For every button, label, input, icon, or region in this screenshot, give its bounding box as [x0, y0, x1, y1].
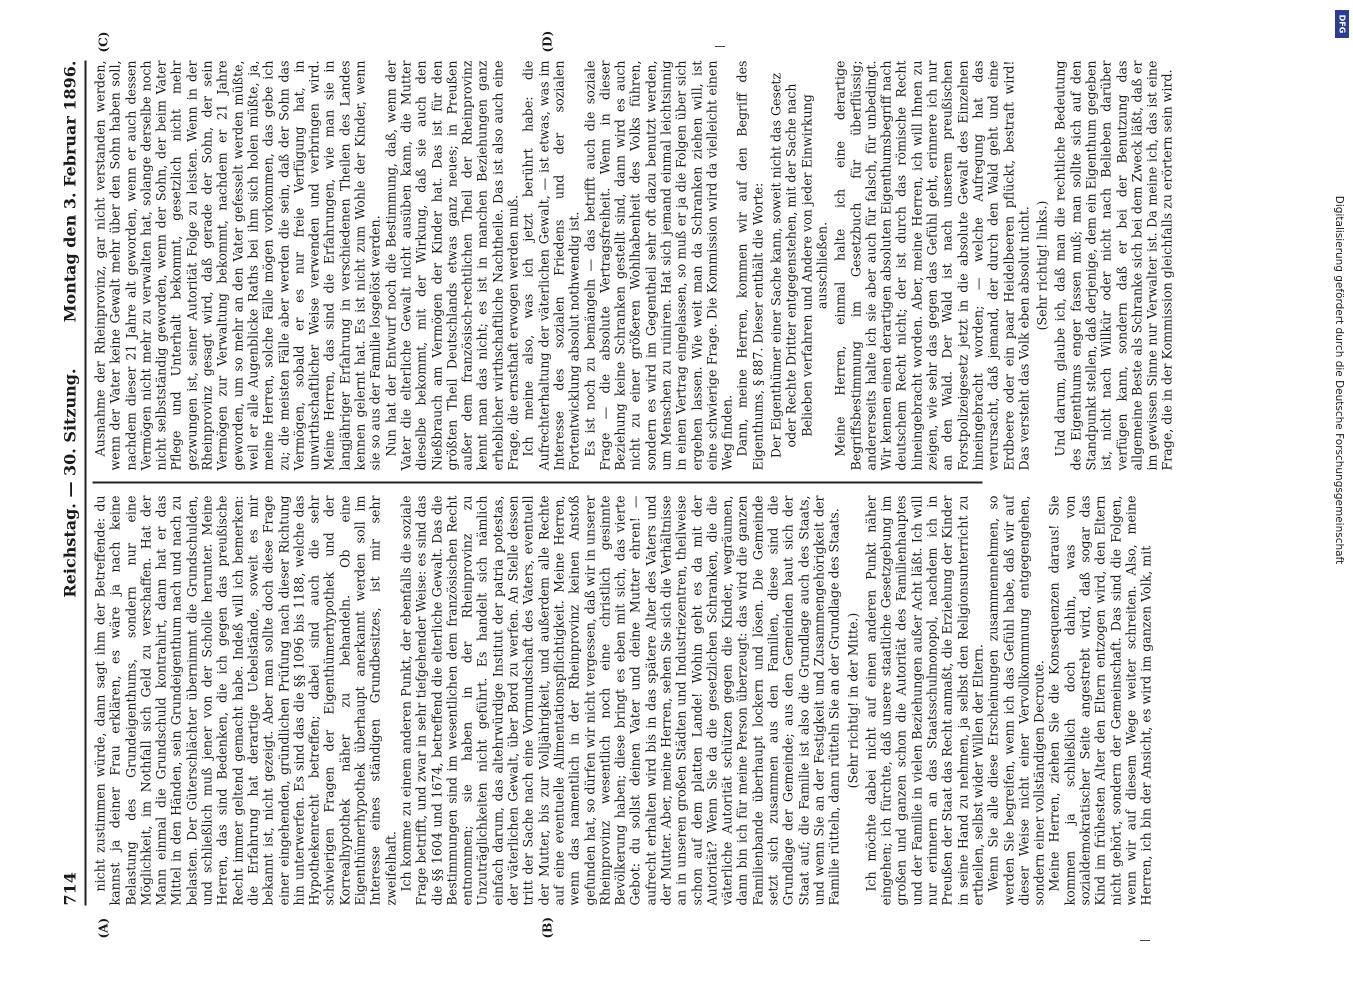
- margin-marker-a: (A): [96, 917, 110, 938]
- right-text-column: [92, 60, 1175, 470]
- paragraph: Meine Herren, einmal halte ich eine derartige Begriffsbestimmung im Gesetzbuch für überflüssig; andererseits halte ich sie aber auch für falsch, für unbedingt. Wir kennen einen derartigen absoluten Eigenthumsbegriff nach deutschem Recht nicht; der ist durch das römische Recht hineingebracht worden. Aber, meine Herren, ich will Ihnen zu zeigen, wie sehr das gegen das Gefühl geht, erinnere ich nur an den Wald. Der Wald ist nach unserem preußischen Forstpolizeigesetz jetzt in die absolute Gewalt des Einzelnen hineingebracht worden; — welche Aufregung hat das verursacht, daß jemand, der durch den Wald geht und eine Erdbeere oder ein paar Heidelbeeren pflückt, bestraft wird! Das versteht das Volk eben absolut nicht.: [832, 60, 1031, 470]
- dfg-logo-text: DFG: [1337, 14, 1347, 34]
- paragraph: Es ist noch zu bemängeln — das betrifft auch die soziale Frage — die absolute Vertragsfreiheit. Wenn in dieser Beziehung keine Schranken gestellt sind, dann wird es auch nicht zu einer größeren Wohlhabenheit des Volks führen, sondern es wird im Gegentheil sehr oft dazu benutzt werden, um Menschen zu ruiniren. Hat sich jemand einmal leichtsinnig in einen Vertrag eingelassen, so muß er ja die Folgen über sich ergehen lassen. Wie weit man da Schranken ziehen will, ist eine schwierige Frage. Die Kommission wird da vielleicht einen Weg finden.: [581, 60, 735, 470]
- paragraph: Nun hat der Entwurf noch die Bestimmung, daß, wenn der Vater die elterliche Gewalt nicht ausüben kann, die Mutter dieselbe bekommt, mit der Wirkung, daß sie auch den Nießbrauch am Vermögen der Kinder hat. Das ist für den größten Theil Deutschlands etwas ganz neues; in Preußen außer dem französisch-rechtlichen Theil der Rheinprovinz kennt man das nicht; es ist in manchen Beziehungen ganz erheblicher wirthschaftliche Nachtheile. Das ist also auch eine Frage, die ernsthaft erwogen werden muß.: [382, 60, 521, 470]
- left-text-column: [92, 495, 1154, 905]
- scan-mark: [715, 46, 725, 47]
- session-date: Montag den 3. Februar 1896.: [60, 60, 79, 322]
- paragraph: Ich möchte dabei nicht auf einen anderen Punkt näher eingehen; ich fürchte, daß unsere staatliche Gesetzgebung im großen und ganzen schon die Autorität des Familienhauptes und der Familie in vielen Beziehungen außer Acht läßt. Ich will nur erinnern an das Staatsschulmonopol, nachdem ich in Preußen der Staat das Recht anmaßt, die Erziehung der Kinder in seine Hand zu nehmen, ja selbst den Religionsunterricht zu ertheilen, selbst wider Willen der Eltern.: [862, 495, 985, 905]
- digitization-text: Digitalisierung gefördert durch die Deutsche Forschungsgemeinschaft: [1333, 195, 1345, 565]
- page-number: 714: [60, 871, 79, 905]
- column-divider: [92, 481, 982, 483]
- paragraph: Und darum, glaube ich, daß man die rechtliche Bedeutung des Eigenthums enger fassen muß; man sollte sich auf den Standpunkt stellen, daß derjenige, dem ein Eigenthum gegeben ist, nicht nach Willkür oder nicht nach Belieben darüber verfügen kann, sondern daß er bei der Benutzung das allgemeine Beste als Schranke sich bei dem Zweck läßt, daß er im gewissen Sinne nur Verwalter ist. Da meine ich, das ist eine Frage, die in der Kommission gleichfalls zu erörtern sein wird.: [1052, 60, 1175, 470]
- law-quote: Der Eigenthümer einer Sache kann, soweit nicht das Gesetz oder Rechte Dritter entgegenstehen, mit der Sache nach Belieben verfahren und Andere von jeder Einwirkung ausschließen.: [768, 72, 829, 458]
- digitization-notice: [1329, 10, 1349, 750]
- paragraph: Meine Herren, ziehen Sie die Konsequenzen daraus! Sie kommen ja schließlich doch dahin, was von sozialdemokratischer Seite angestrebt wird, daß sogar das Kind im frühesten Alter den Eltern entzogen wird, den Eltern nicht gehört, sondern der Gemeinschaft. Das sind die Folgen, wenn wir auf diesem Wege weiter schreiten. Also, meine Herren, ich bin der Ansicht, es wird im ganzen Volk, mit: [1046, 495, 1154, 905]
- paragraph: nicht zustimmen würde, dann sagt ihm der Betreffende: du kannst ja deiner Frau erklären, es wäre ja nach keine Belastung des Grundeigenthums, sondern nur eine Möglichkeit, im Nothfall sich Geld zu verschaffen. Hat der Mann einmal die Grundschuld kontrahirt, dann hat er das Mittel in den Händen, sein Grundeigenthum nach und nach zu belasten. Der Güterschlächter übernimmt die Grundschulden, und schließlich muß jener von der Scholle herunter. Meine Herren, das sind Bedenken, die ich gegen das preußische Recht immer geltend gemacht habe. Indeß will ich bemerken: die Erfahrung hat derartige Uebelstände, soweit es mir bekannt ist, nicht gezeigt. Aber man sollte doch diese Frage einer eingehenden, gründlichen Prüfung nach dieser Richtung hin unterwerfen. Es sind das die §§ 1096 bis 1188, welche das Hypothekenrecht betreffen; dabei sind auch die sehr schwierigen Fragen der Eigenthümerhypothek und der Korrealhypothek näher zu behandeln. Ob eine Eigenthümerhypothek überhaupt anerkannt werden soll im Interesse eines ständigen Grundbesitzes, ist mir sehr zweifelhaft.: [92, 495, 398, 905]
- paragraph: Ausnahme der Rheinprovinz, gar nicht verstanden werden, wenn der Vater keine Gewalt mehr über den Sohn haben soll, nachdem dieser 21 Jahre alt geworden, wenn er auch dessen Vermögen nicht mehr zu verwalten hat, solange derselbe noch nicht selbstständig geworden, wenn der Sohn, der beim Vater Pflege und Unterhalt bekommt, gesetzlich nicht mehr gezwungen ist, seiner Autorität Folge zu leisten. Wenn in der Rheinprovinz gesagt wird, daß gerade der Sohn, der sein Vermögen zur Verwaltung bekommt, nachdem er 21 Jahre geworden, um so mehr an den Vater gefesselt werden müßte, weil er alle Augenblicke Raths bei ihm sich holen müßte, ja, meine Herren, solche Fälle mögen vorkommen, das gebe ich zu; die meisten Fälle aber werden die sein, daß der Sohn das Vermögen, sobald er es nur freie Verfügung hat, in unwirthschaftlicher Weise verwenden und verbringen wird. Meine Herren, das sind die Erfahrungen, wie man sie in langjähriger Erfahrung in verschiedenen Theilen des Landes kennen gelernt hat. Es ist nicht zum Wohle der Kinder, wenn sie so aus der Familie losgelöst werden.: [92, 60, 383, 470]
- margin-marker-d: (D): [540, 30, 554, 52]
- applause-note: (Sehr richtig! in der Mitte.): [844, 612, 860, 788]
- applause-note: (Sehr richtig! links.): [1034, 200, 1050, 330]
- dfg-logo: [1335, 10, 1349, 38]
- paragraph: Ich meine also, was ich jetzt berührt habe: die Aufrechterhaltung der väterlichen Gewalt, — ist etwas, was im Interesse des sozialen Friedens und der sozialen Fortentwicklung absolut nothwendig ist.: [520, 60, 582, 470]
- paragraph: Wenn Sie alle diese Erscheinungen zusammennehmen, so werden Sie begreifen, wenn ich das Gefühl habe, daß wir auf dieser Weise nicht einer Vervollkommnung entgegengehen, sondern einer vollständigen Decroute.: [985, 495, 1047, 905]
- margin-marker-b: (B): [540, 916, 554, 938]
- session-title: Reichstag. — 30. Sitzung.: [60, 367, 79, 598]
- paragraph: Dann, meine Herren, kommen wir auf den Begriff des Eigenthums, § 887. Dieser enthält die Worte:: [734, 60, 765, 470]
- margin-marker-c: (C): [96, 31, 110, 52]
- paragraph: Ich komme zu einem anderen Punkt, der ebenfalls die soziale Frage betrifft, und zwar in sehr tiefgehender Weise: es sind das die §§ 1604 und 1674, betreffend die elterliche Gewalt. Das die Bestimmungen sind im wesentlichen dem französischen Recht entnommen; sie haben in der Rheinprovinz zu Unzuträglichkeiten nicht geführt. Es handelt sich nämlich einfach darum, das altehrwürdige Institut der patria potestas, der väterlichen Gewalt, über Bord zu werfen. An Stelle dessen tritt der Sache nach eine Vormundschaft des Vaters, eventuell der Mutter, bis zur Volljährigkeit, und außerdem alle Rechte auf eine eventuelle Alimentationspflichtigkeit. Meine Herren, wenn das namentlich in der Rheinprovinz keinen Anstoß gefunden hat, so dürfen wir nicht vergessen, daß wir in unserer Rheinprovinz wesentlich noch eine christlich gesinnte Bevölkerung haben; diese bringt es eben mit sich, das vierte Gebot: du sollst deinen Vater und deine Mutter ehren! — aufrecht erhalten wird bis in das spätere Alter des Vaters und der Mutter. Aber, meine Herren, sehen Sie sich die Verhältnisse an in unseren großen Städten und Industriezentren, theilweise schon auf dem platten Lande! Wohin geht es da mit der Autorität? Wenn Sie da die gesetzlichen Schranken, die die väterliche Autorität schützen gegen die Kinder, wegräumen, dann bin ich für meine Person überzeugt: das wird die ganzen Familienbande überhaupt lockern und lösen. Die Gemeinde setzt sich zusammen aus den Familien, diese sind die Grundlage der Gemeinde; aus den Gemeinden baut sich der Staat auf; die Familie ist also die Grundlage auch des Staats, und wenn Sie an der Festigkeit und Zusammengehörigkeit der Familie rütteln, dann rütteln Sie an der Grundlage des Staats.: [397, 495, 842, 905]
- page-header: [58, 60, 86, 905]
- scan-mark: [1140, 940, 1150, 941]
